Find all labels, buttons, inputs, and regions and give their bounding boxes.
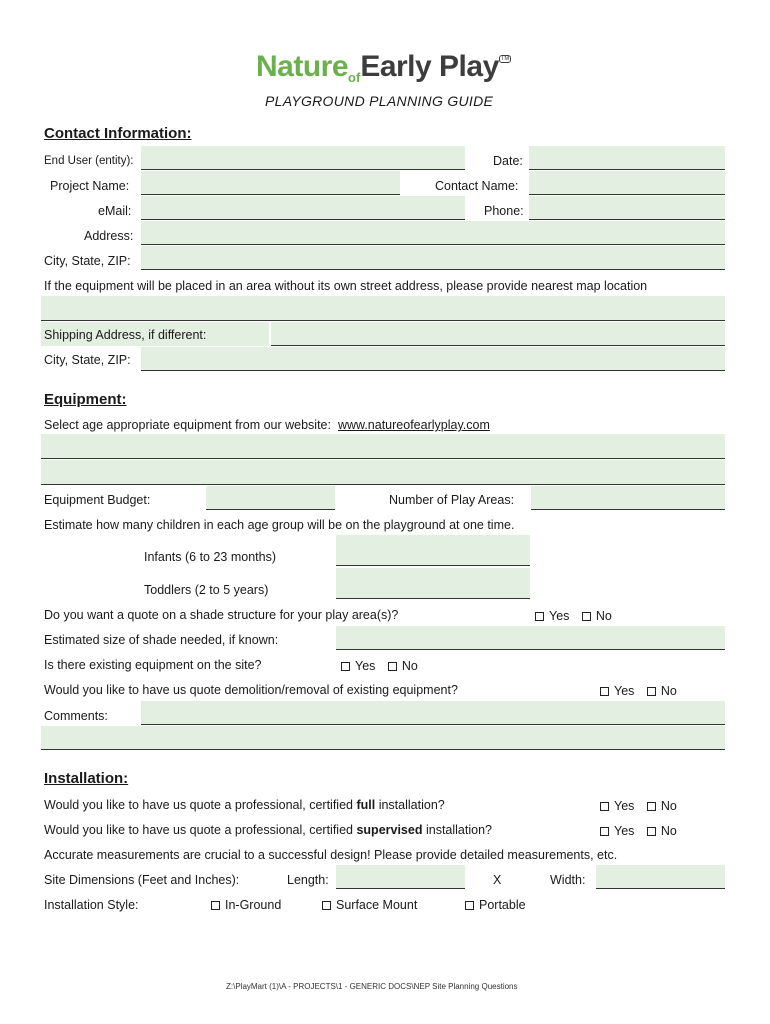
site-dimensions-label: Site Dimensions (Feet and Inches): [44, 873, 240, 887]
phone-label: Phone: [484, 204, 524, 218]
full-yes-option[interactable]: Yes [600, 798, 634, 814]
supervised-no-option[interactable]: No [647, 823, 677, 839]
comments-field-2[interactable] [41, 726, 725, 750]
select-equipment-text [44, 417, 490, 433]
shipping-city-label: City, State, ZIP: [44, 353, 131, 367]
equipment-selection-field-2[interactable] [41, 460, 725, 485]
shipping-city-field[interactable] [141, 347, 725, 371]
shipping-address-field[interactable] [271, 322, 725, 346]
website-link[interactable]: www.natureofearlyplay.com [337, 418, 490, 432]
supervised-installation-options [600, 822, 677, 840]
logo [256, 50, 511, 90]
estimate-text: Estimate how many children in each age group will be on the playground at one time. [44, 518, 515, 532]
checkbox-icon[interactable] [647, 802, 656, 811]
budget-label: Equipment Budget: [44, 493, 151, 507]
width-field[interactable] [596, 865, 725, 889]
city-state-zip-field[interactable] [141, 246, 725, 270]
demolition-options [600, 682, 677, 700]
select-equipment-label: Select age appropriate equipment from our website: [44, 418, 331, 432]
checkbox-icon[interactable] [647, 827, 656, 836]
toddlers-label: Toddlers (2 to 5 years) [144, 583, 269, 597]
end-user-field[interactable] [141, 146, 465, 170]
date-field[interactable] [529, 146, 725, 170]
play-areas-label: Number of Play Areas: [389, 493, 515, 507]
checkbox-icon[interactable] [600, 802, 609, 811]
supervised-installation-question: Would you like to have us quote a professional, certified supervised installation? [44, 823, 492, 837]
comments-field-1[interactable] [141, 701, 725, 725]
play-areas-field[interactable] [531, 486, 725, 510]
checkbox-icon[interactable] [647, 687, 656, 696]
full-emphasis: full [356, 798, 376, 812]
logo-nature-text: Nature [256, 50, 349, 83]
checkbox-icon[interactable] [388, 662, 397, 671]
equipment-heading: Equipment: [44, 391, 127, 408]
checkbox-icon[interactable] [211, 901, 220, 910]
supervised-emphasis: supervised [356, 823, 423, 837]
full-installation-question: Would you like to have us quote a professional, certified full installation? [44, 798, 445, 812]
checkbox-icon[interactable] [465, 901, 474, 910]
checkbox-icon[interactable] [600, 687, 609, 696]
contact-name-field[interactable] [529, 171, 725, 195]
date-label: Date: [493, 154, 523, 168]
toddlers-field[interactable] [336, 568, 530, 599]
infants-label: Infants (6 to 23 months) [144, 550, 277, 564]
length-field[interactable] [336, 865, 465, 889]
address-label: Address: [84, 229, 134, 243]
demolition-no-option[interactable]: No [647, 683, 677, 699]
contact-heading: Contact Information: [44, 125, 192, 142]
end-user-label: End User (entity): [44, 155, 134, 167]
portable-option[interactable]: Portable [465, 897, 526, 913]
email-field[interactable] [141, 196, 465, 220]
shade-yes-option[interactable]: Yes [535, 608, 569, 624]
shade-size-label: Estimated size of shade needed, if known: [44, 633, 279, 647]
logo-of-text: of [348, 70, 361, 85]
width-label: Width: [550, 873, 586, 887]
in-ground-option[interactable]: In-Ground [211, 897, 281, 913]
budget-field[interactable] [206, 486, 335, 510]
contact-name-label: Contact Name: [435, 179, 519, 193]
infants-field[interactable] [336, 535, 530, 566]
comments-label: Comments: [44, 709, 108, 723]
checkbox-icon[interactable] [535, 612, 544, 621]
dimension-x-label: X [493, 873, 502, 887]
existing-no-option[interactable]: No [388, 658, 418, 674]
shade-options [535, 607, 612, 625]
map-location-field[interactable] [41, 296, 725, 321]
checkbox-icon[interactable] [341, 662, 350, 671]
no-address-note: If the equipment will be placed in an area without its own street address, please provide nearest map location [44, 279, 648, 293]
phone-field[interactable] [529, 196, 725, 220]
checkbox-icon[interactable] [600, 827, 609, 836]
checkbox-icon[interactable] [582, 612, 591, 621]
full-no-option[interactable]: No [647, 798, 677, 814]
shade-question: Do you want a quote on a shade structure for your play area(s)? [44, 608, 399, 622]
email-label: eMail: [98, 204, 132, 218]
existing-yes-option[interactable]: Yes [341, 658, 375, 674]
length-label: Length: [287, 873, 329, 887]
shade-no-option[interactable]: No [582, 608, 612, 624]
checkbox-icon[interactable] [322, 901, 331, 910]
existing-options [341, 657, 418, 675]
demolition-yes-option[interactable]: Yes [600, 683, 634, 699]
demolition-question: Would you like to have us quote demolition/removal of existing equipment? [44, 683, 458, 697]
shade-size-field[interactable] [336, 626, 725, 650]
installation-heading: Installation: [44, 770, 129, 787]
measurement-note: Accurate measurements are crucial to a successful design! Please provide detailed measurements, etc. [44, 848, 618, 862]
shipping-address-label: Shipping Address, if different: [44, 328, 207, 342]
equipment-selection-field-1[interactable] [41, 434, 725, 459]
city-state-zip-label: City, State, ZIP: [44, 254, 131, 268]
supervised-yes-option[interactable]: Yes [600, 823, 634, 839]
existing-equipment-question: Is there existing equipment on the site? [44, 658, 262, 672]
project-name-field[interactable] [141, 171, 400, 195]
logo-early-play-text: Early Play [360, 50, 499, 83]
installation-style-label: Installation Style: [44, 898, 139, 912]
page-title: PLAYGROUND PLANNING GUIDE [265, 93, 494, 109]
logo-tm-mark: TM [500, 56, 510, 62]
project-name-label: Project Name: [50, 179, 130, 193]
full-installation-options [600, 797, 677, 815]
footer-file-path: Z:\PlayMart (1)\A - PROJECTS\1 - GENERIC DOCS\NEP Site Planning Questions [226, 982, 518, 991]
surface-mount-option[interactable]: Surface Mount [322, 897, 417, 913]
address-field[interactable] [141, 221, 725, 245]
